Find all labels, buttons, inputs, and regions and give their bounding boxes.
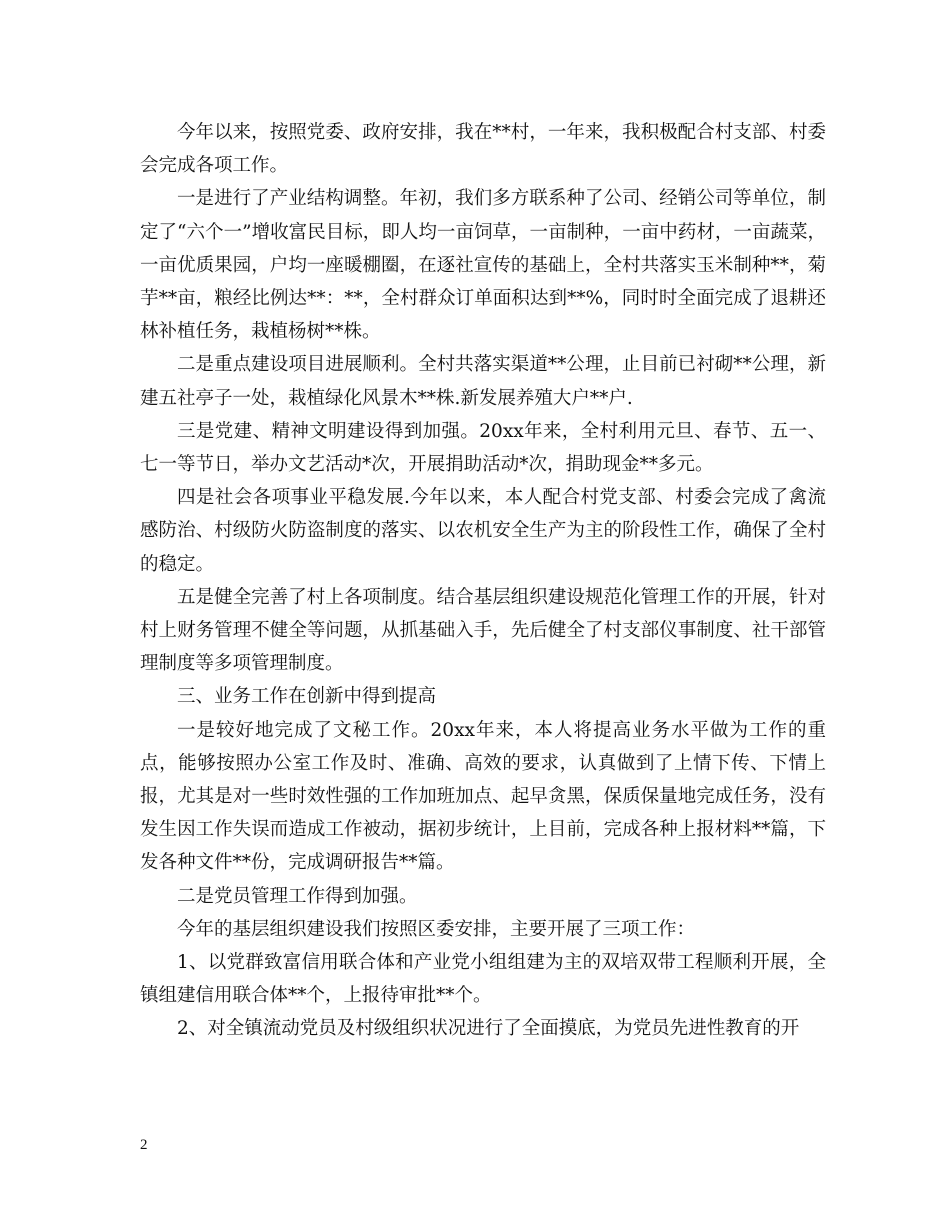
list-item-2: 2、对全镇流动党员及村级组织状况进行了全面摸底，为党员先进性教育的开 [177,1018,800,1040]
paragraph-intro: 今年以来，按照党委、政府安排，我在**村，一年来，我积极配合村支部、村委会完成各项工作。 [140,122,826,177]
paragraph-industry-structure: 一是进行了产业结构调整。年初，我们多方联系种了公司、经销公司等单位，制定了“六个一”增收富民目标，即人均一亩饲草，一亩制种，一亩中药材，一亩蔬菜，一亩优质果园，户均一座暖棚圈，在逐社宣传的基础上，全村共落实玉米制种**，菊芋**亩，粮经比例达**：**，全村群众订单面积达到**%，同时时全面完成了退耕还林补植任务，栽植杨树**株。 [140,188,826,343]
paragraph-village-systems: 五是健全完善了村上各项制度。结合基层组织建设规范化管理工作的开展，针对村上财务管理不健全等问题，从抓基础入手，先后健全了村支部仪事制度、社干部管理制度等多项管理制度。 [140,586,826,675]
document-body [140,116,826,1046]
paragraph-party-building: 三是党建、精神文明建设得到加强。20xx年来，全村利用元旦、春节、五一、七一等节日，举办文艺活动*次，开展捐助活动*次，捐助现金**多元。 [140,420,826,476]
paragraph-secretarial-work: 一是较好地完成了文秘工作。20xx年来，本人将提高业务水平做为工作的重点，能够按照办公室工作及时、准确、高效的要求，认真做到了上情下传、下情上报，尤其是对一些时效性强的工作加班加点、起早贪黑，保质保量地完成任务，没有发生因工作失误而造成工作被动，据初步统计，上目前，完成各种上报材料**篇，下发各种文件**份，完成调研报告**篇。 [140,719,826,874]
paragraph-social-development: 四是社会各项事业平稳发展.今年以来，本人配合村党支部、村委会完成了禽流感防治、村级防火防盗制度的落实、以农机安全生产为主的阶段性工作，确保了全村的稳定。 [140,487,826,575]
paragraph-grassroots-intro: 今年的基层组织建设我们按照区委安排，主要开展了三项工作： [177,918,696,940]
paragraph-member-management: 二是党员管理工作得到加强。 [177,885,418,907]
list-item-1: 1、以党群致富信用联合体和产业党小组组建为主的双培双带工程顺利开展，全镇组建信用联合体**个，上报待审批**个。 [140,952,826,1007]
paragraph-key-projects: 二是重点建设项目进展顺利。全村共落实渠道**公理，止目前已衬砌**公理，新建五社亭子一处，栽植绿化风景木**株.新发展养殖大户**户. [140,354,826,409]
page-number: 2 [140,1137,148,1153]
section-heading-business-work: 三、业务工作在创新中得到提高 [177,686,437,708]
